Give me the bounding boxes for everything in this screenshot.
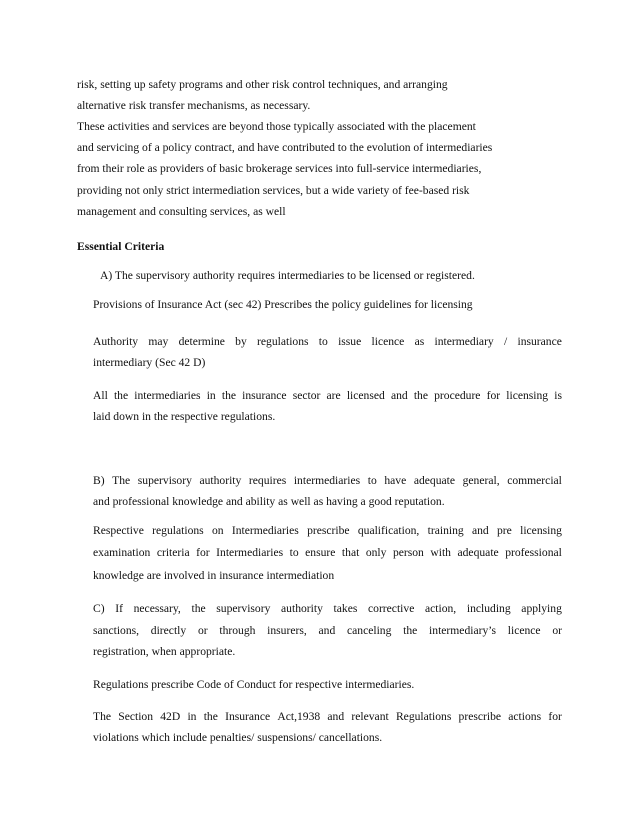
word: examination: [93, 546, 151, 559]
criterion-b-line-2: and professional knowledge and ability as well as having a good reputation.: [93, 495, 445, 508]
word: corrective: [368, 602, 415, 615]
word: B): [93, 474, 105, 487]
word: may: [148, 335, 169, 348]
word: If: [115, 602, 123, 615]
word: licensing: [506, 389, 549, 402]
word: professional: [505, 546, 562, 559]
word: Regulations: [395, 710, 452, 723]
respective-line-1: [93, 524, 562, 538]
word: Intermediaries: [216, 546, 284, 559]
criterion-c-line-2: [93, 624, 562, 638]
word: Authority: [93, 335, 139, 348]
criterion-c-line-3: registration, when appropriate.: [93, 645, 236, 658]
word: is: [554, 389, 562, 402]
criterion-b-line-1: [93, 474, 562, 488]
word: intermediary: [434, 335, 494, 348]
word: authority: [281, 602, 323, 615]
intro-line-1: risk, setting up safety programs and other risk control techniques, and arranging: [77, 78, 448, 91]
word: insurance: [242, 389, 287, 402]
respective-line-2: [93, 546, 562, 560]
word: and: [318, 624, 336, 637]
word: only: [365, 546, 387, 559]
word: determine: [178, 335, 225, 348]
word: relevant: [351, 710, 389, 723]
word: Act,1938: [277, 710, 321, 723]
word: through: [219, 624, 256, 637]
word: pre: [497, 524, 512, 537]
word: licence: [507, 624, 541, 637]
all-intermediaries-line-2: laid down in the respective regulations.: [93, 410, 276, 423]
intro-line-2: alternative risk transfer mechanisms, as necessary.: [77, 99, 311, 112]
word: supervisory: [137, 474, 192, 487]
word: to: [289, 546, 299, 559]
word: general,: [462, 474, 500, 487]
word: applying: [521, 602, 562, 615]
word: canceling: [346, 624, 392, 637]
word: adequate: [457, 546, 499, 559]
intro-line-6: providing not only strict intermediation services, but a wide variety of fee-based risk: [77, 184, 470, 197]
all-intermediaries-line-1: [93, 389, 562, 403]
word: for: [548, 710, 562, 723]
word: Intermediaries: [231, 524, 299, 537]
word: actions: [508, 710, 542, 723]
word: licensing: [520, 524, 562, 537]
word: /: [503, 335, 508, 348]
word: or: [197, 624, 208, 637]
word: criteria: [156, 546, 190, 559]
section-heading: Essential Criteria: [77, 240, 165, 253]
intro-line-7: management and consulting services, as well: [77, 205, 286, 218]
word: Insurance: [225, 710, 271, 723]
word: have: [384, 474, 407, 487]
word: to: [367, 474, 377, 487]
intro-line-4: and servicing of a policy contract, and have contributed to the evolution of intermediaries: [77, 141, 493, 154]
word: for: [196, 546, 210, 559]
word: insurance: [517, 335, 562, 348]
word: licence: [371, 335, 405, 348]
authority-line-1: [93, 335, 562, 349]
word: to: [318, 335, 328, 348]
word: necessary,: [133, 602, 181, 615]
word: 42D: [160, 710, 181, 723]
word: in: [187, 710, 197, 723]
word: that: [341, 546, 360, 559]
word: training: [427, 524, 464, 537]
word: Respective: [93, 524, 144, 537]
word: in: [206, 389, 216, 402]
word: intermediary’s: [429, 624, 497, 637]
word: the: [191, 602, 206, 615]
word: All: [93, 389, 108, 402]
word: as: [414, 335, 425, 348]
word: on: [211, 524, 224, 537]
word: The: [112, 474, 131, 487]
word: requires: [248, 474, 287, 487]
word: regulations: [257, 335, 309, 348]
authority-line-2: intermediary (Sec 42 D): [93, 356, 206, 369]
respective-line-3: knowledge are involved in insurance intermediation: [93, 569, 335, 582]
word: person: [392, 546, 424, 559]
word: or: [552, 624, 562, 637]
word: directly: [150, 624, 187, 637]
word: licensed: [346, 389, 385, 402]
word: and: [390, 389, 408, 402]
word: action,: [424, 602, 457, 615]
word: with: [430, 546, 451, 559]
word: C): [93, 602, 105, 615]
word: The: [93, 710, 112, 723]
word: regulations: [152, 524, 204, 537]
word: the: [413, 389, 428, 402]
word: takes: [333, 602, 358, 615]
word: sanctions,: [93, 624, 140, 637]
word: Section: [118, 710, 154, 723]
section-42d-line-2: violations which include penalties/ suspensions/ cancellations.: [93, 731, 383, 744]
word: the: [403, 624, 418, 637]
word: the: [203, 710, 218, 723]
word: and: [327, 710, 345, 723]
criterion-c-line-1: [93, 602, 562, 616]
word: by: [235, 335, 247, 348]
word: issue: [338, 335, 362, 348]
intro-line-3: These activities and services are beyond those typically associated with the placement: [77, 120, 476, 133]
provisions-line: Provisions of Insurance Act (sec 42) Prescribes the policy guidelines for licensing: [93, 298, 473, 311]
code-of-conduct-line: Regulations prescribe Code of Conduct for respective intermediaries.: [93, 678, 415, 691]
word: the: [113, 389, 129, 402]
section-42d-line-1: [93, 710, 562, 724]
word: insurers,: [267, 624, 307, 637]
word: supervisory: [216, 602, 271, 615]
word: for: [486, 389, 501, 402]
word: the: [221, 389, 237, 402]
word: prescribe: [458, 710, 502, 723]
word: ensure: [305, 546, 336, 559]
word: intermediaries: [293, 474, 361, 487]
word: intermediaries: [134, 389, 201, 402]
word: procedure: [434, 389, 481, 402]
word: authority: [199, 474, 242, 487]
word: and: [471, 524, 489, 537]
word: are: [326, 389, 341, 402]
word: including: [466, 602, 511, 615]
word: adequate: [413, 474, 456, 487]
word: sector: [292, 389, 321, 402]
word: qualification,: [357, 524, 420, 537]
word: commercial: [507, 474, 562, 487]
criterion-a-title: A) The supervisory authority requires intermediaries to be licensed or registered.: [100, 269, 475, 282]
word: prescribe: [307, 524, 350, 537]
intro-line-5: from their role as providers of basic brokerage services into full-service intermediaries,: [77, 162, 482, 175]
